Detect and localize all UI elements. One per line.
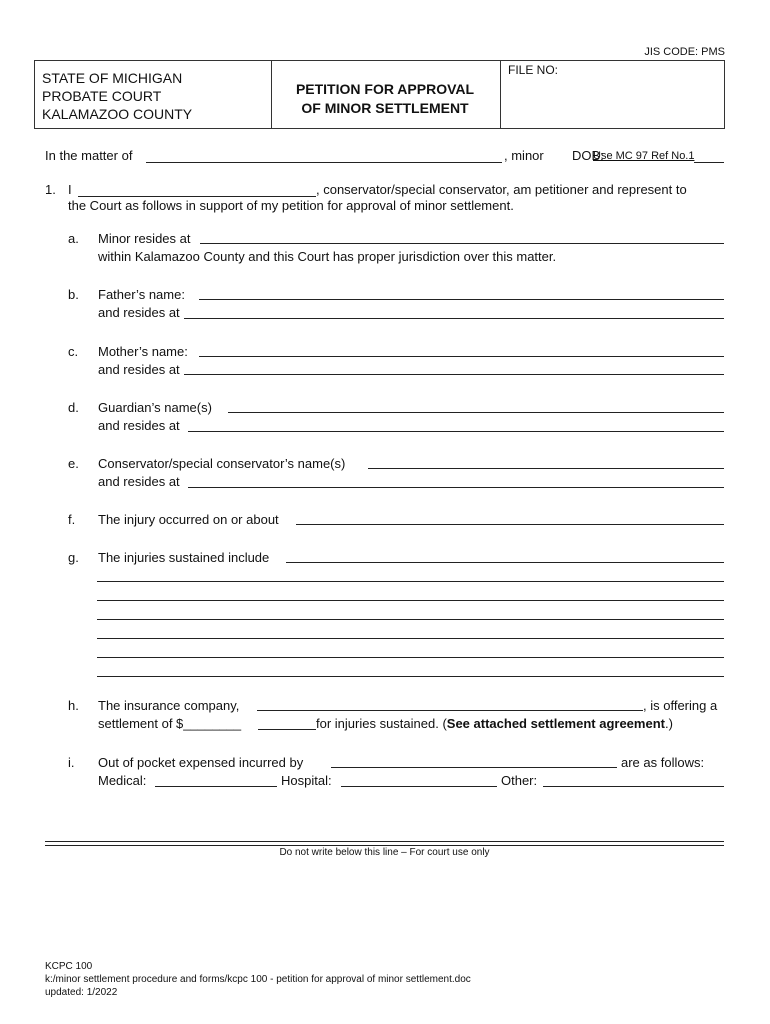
form-title-line1: PETITION FOR APPROVAL: [295, 81, 475, 97]
header-divider: [500, 61, 501, 128]
petitioner-name-field[interactable]: [78, 196, 316, 197]
guardian-name-field[interactable]: [228, 412, 724, 413]
matter-label: In the matter of: [45, 148, 133, 163]
mother-name-field[interactable]: [199, 356, 724, 357]
medical-field[interactable]: [155, 786, 277, 787]
conservator-name-field[interactable]: [368, 468, 724, 469]
footer-form-number: KCPC 100: [45, 961, 93, 972]
item-e-letter: e.: [68, 456, 79, 471]
footer-updated: updated: 1/2022: [45, 987, 118, 998]
injuries-line[interactable]: [97, 600, 724, 601]
form-title-line2: OF MINOR SETTLEMENT: [301, 100, 469, 116]
offering-label: , is offering a: [643, 698, 718, 713]
guardian-name-label: Guardian’s name(s): [98, 400, 212, 415]
item-f-letter: f.: [68, 512, 76, 527]
injuries-line[interactable]: [97, 581, 724, 582]
court-use-notice: Do not write below this line – For court use only: [279, 847, 490, 858]
item-g-letter: g.: [68, 550, 79, 565]
father-name-label: Father’s name:: [98, 287, 185, 302]
court-use-divider: [45, 841, 724, 846]
close-paren-text: .): [664, 716, 673, 731]
father-resides-label: and resides at: [98, 305, 180, 320]
injury-date-label: The injury occurred on or about: [98, 512, 279, 527]
settlement-label: settlement of $________: [98, 716, 242, 731]
other-field[interactable]: [543, 786, 724, 787]
minor-address-field[interactable]: [200, 243, 724, 244]
other-label: Other:: [501, 773, 538, 788]
mother-address-field[interactable]: [184, 374, 724, 375]
insurance-company-field[interactable]: [257, 710, 643, 711]
item1-i: I: [68, 182, 72, 197]
item-a-label: Minor resides at: [98, 231, 191, 246]
injuries-line[interactable]: [97, 676, 724, 677]
conservator-resides-label: and resides at: [98, 474, 180, 489]
expenses-label: Out of pocket expensed incurred by: [98, 755, 304, 770]
file-no-label: FILE NO:: [508, 63, 559, 77]
hospital-field[interactable]: [341, 786, 497, 787]
injuries-label: The injuries sustained include: [98, 550, 270, 565]
injuries-line[interactable]: [97, 638, 724, 639]
court-info: [42, 69, 192, 123]
form-title: [271, 80, 499, 118]
footer: [45, 960, 471, 999]
court-line-state: STATE OF MICHIGAN: [42, 70, 183, 86]
mother-name-label: Mother’s name:: [98, 344, 188, 359]
insurance-label: The insurance company,: [98, 698, 240, 713]
settlement-for-injuries: [316, 716, 673, 731]
dob-field[interactable]: [694, 162, 724, 163]
father-address-field[interactable]: [184, 318, 724, 319]
item-b-letter: b.: [68, 287, 79, 302]
footer-file-path: k:/minor settlement procedure and forms/kcpc 100 - petition for approval of minor settlement.doc: [45, 974, 471, 985]
father-name-field[interactable]: [199, 299, 724, 300]
settlement-amount-field[interactable]: [258, 729, 316, 730]
item1-text2: the Court as follows in support of my petition for approval of minor settlement.: [68, 198, 514, 213]
expenses-by-field[interactable]: [331, 767, 617, 768]
for-injuries-text: for injuries sustained. (: [316, 716, 447, 731]
court-line-court: PROBATE COURT: [42, 88, 162, 104]
jis-code: JIS CODE: PMS: [644, 46, 725, 58]
item-c-letter: c.: [68, 344, 79, 359]
medical-label: Medical:: [98, 773, 147, 788]
item-d-letter: d.: [68, 400, 79, 415]
injuries-line[interactable]: [97, 619, 724, 620]
header-box: [34, 60, 725, 129]
guardian-address-field[interactable]: [188, 431, 724, 432]
injuries-field[interactable]: [286, 562, 724, 563]
dob-label: DOB:: [572, 148, 604, 163]
item-h-letter: h.: [68, 698, 79, 713]
matter-name-field[interactable]: [146, 162, 502, 163]
conservator-name-label: Conservator/special conservator’s name(s): [98, 456, 346, 471]
court-line-county: KALAMAZOO COUNTY: [42, 106, 193, 122]
mother-resides-label: and resides at: [98, 362, 180, 377]
dob-reference: Use MC 97 Ref No.1: [593, 150, 695, 162]
conservator-address-field[interactable]: [188, 487, 724, 488]
injury-date-field[interactable]: [296, 524, 724, 525]
injuries-line[interactable]: [97, 657, 724, 658]
item1-number: 1.: [45, 182, 56, 197]
guardian-resides-label: and resides at: [98, 418, 180, 433]
item1-text1: , conservator/special conservator, am petitioner and represent to: [316, 182, 687, 197]
item-a-jurisdiction: within Kalamazoo County and this Court has proper jurisdiction over this matter.: [98, 249, 557, 264]
item-a-letter: a.: [68, 231, 79, 246]
minor-label: , minor: [504, 148, 544, 163]
item-i-letter: i.: [68, 755, 75, 770]
as-follows-label: are as follows:: [621, 755, 705, 770]
attached-agreement-text: See attached settlement agreement: [446, 716, 665, 731]
hospital-label: Hospital:: [281, 773, 332, 788]
